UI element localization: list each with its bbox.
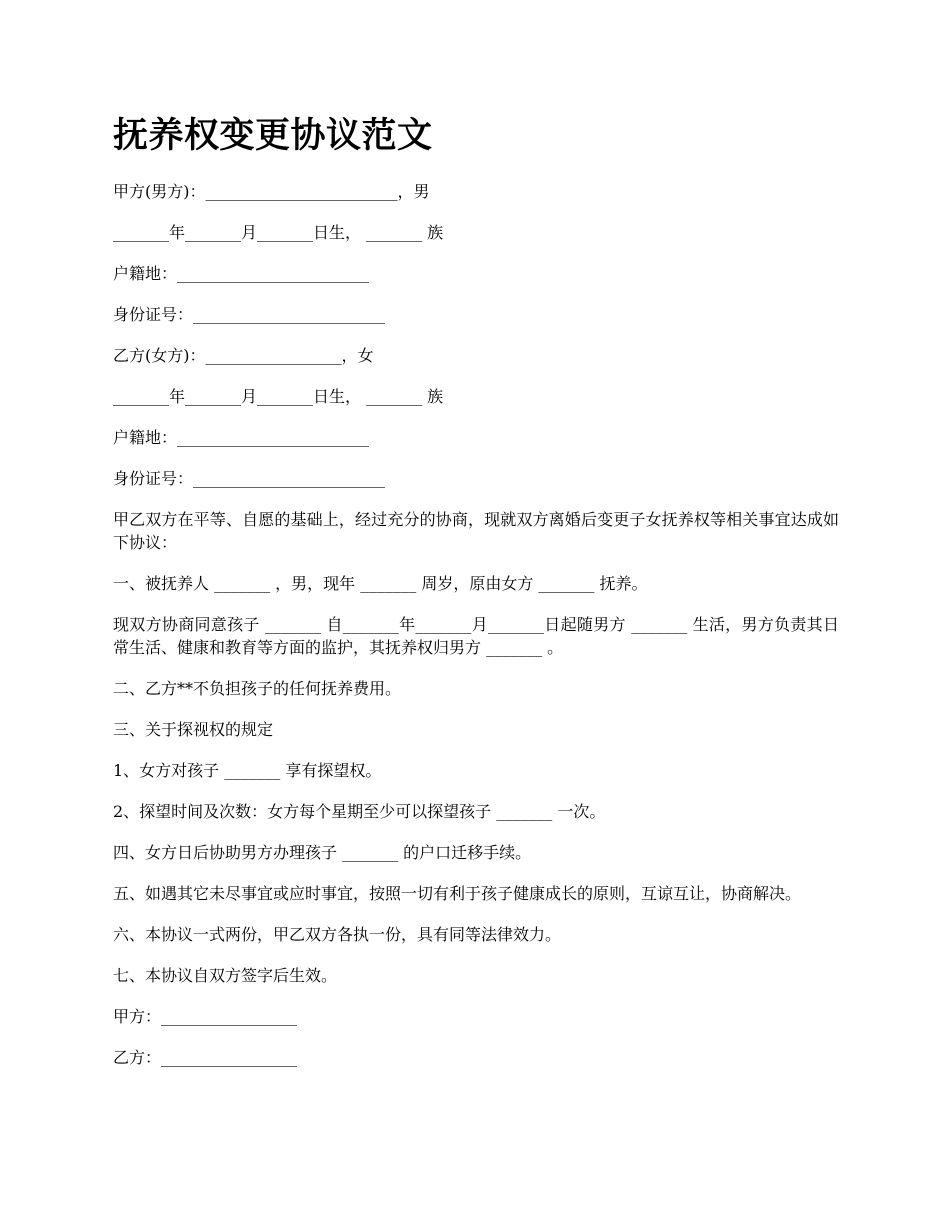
party-b-birth-line: _______年_______月_______日生， _______ 族 [113, 387, 444, 406]
party-a-birth-line: _______年_______月_______日生， _______ 族 [113, 223, 444, 242]
clause-1-detail-paragraph: 现双方协商同意孩子 _______ 自_______年_______月_______日起随男方 _______ 生活，男方负责其日常生活、健康和教育等方面的监护，其抚养权归男方 _______ 。 [113, 615, 839, 657]
party-b-id-line: 身份证号：________________________ [113, 469, 386, 488]
clause-3-heading: 三、关于探视权的规定 [113, 720, 274, 739]
clause-5-paragraph: 五、如遇其它未尽事宜或应时事宜，按照一切有利于孩子健康成长的原则，互谅互让，协商解决。 [113, 884, 802, 903]
document-title: 抚养权变更协议范文 [113, 115, 433, 156]
clause-2-paragraph: 二、乙方**不负担孩子的任何抚养费用。 [113, 679, 402, 698]
clause-7-paragraph: 七、本协议自双方签字后生效。 [113, 966, 338, 985]
clause-6-paragraph: 六、本协议一式两份，甲乙双方各执一份，具有同等法律效力。 [113, 925, 562, 944]
clause-1-paragraph: 一、被抚养人 _______ ，男，现年 _______ 周岁，原由女方 _______ 抚养。 [113, 574, 648, 593]
document-page [113, 112, 839, 1087]
party-b-name-line: 乙方(女方)：_________________，女 [113, 346, 374, 365]
clause-3-item-2: 2、探望时间及次数：女方每个星期至少可以探望孩子 _______ 一次。 [113, 802, 606, 821]
party-a-name-line: 甲方(男方)：________________________，男 [113, 182, 430, 201]
preamble-paragraph: 甲乙双方在平等、自愿的基础上，经过充分的协商，现就双方离婚后变更子女抚养权等相关事宜达成如下协议： [113, 510, 839, 552]
clause-4-paragraph: 四、女方日后协助男方办理孩子 _______ 的户口迁移手续。 [113, 843, 532, 862]
party-b-signature-line: 乙方：_________________ [113, 1048, 298, 1067]
party-b-domicile-line: 户籍地：________________________ [113, 428, 370, 447]
party-a-id-line: 身份证号：________________________ [113, 305, 386, 324]
party-a-signature-line: 甲方：_________________ [113, 1007, 298, 1026]
party-a-domicile-line: 户籍地：________________________ [113, 264, 370, 283]
clause-3-item-1: 1、女方对孩子 _______ 享有探望权。 [113, 761, 382, 780]
